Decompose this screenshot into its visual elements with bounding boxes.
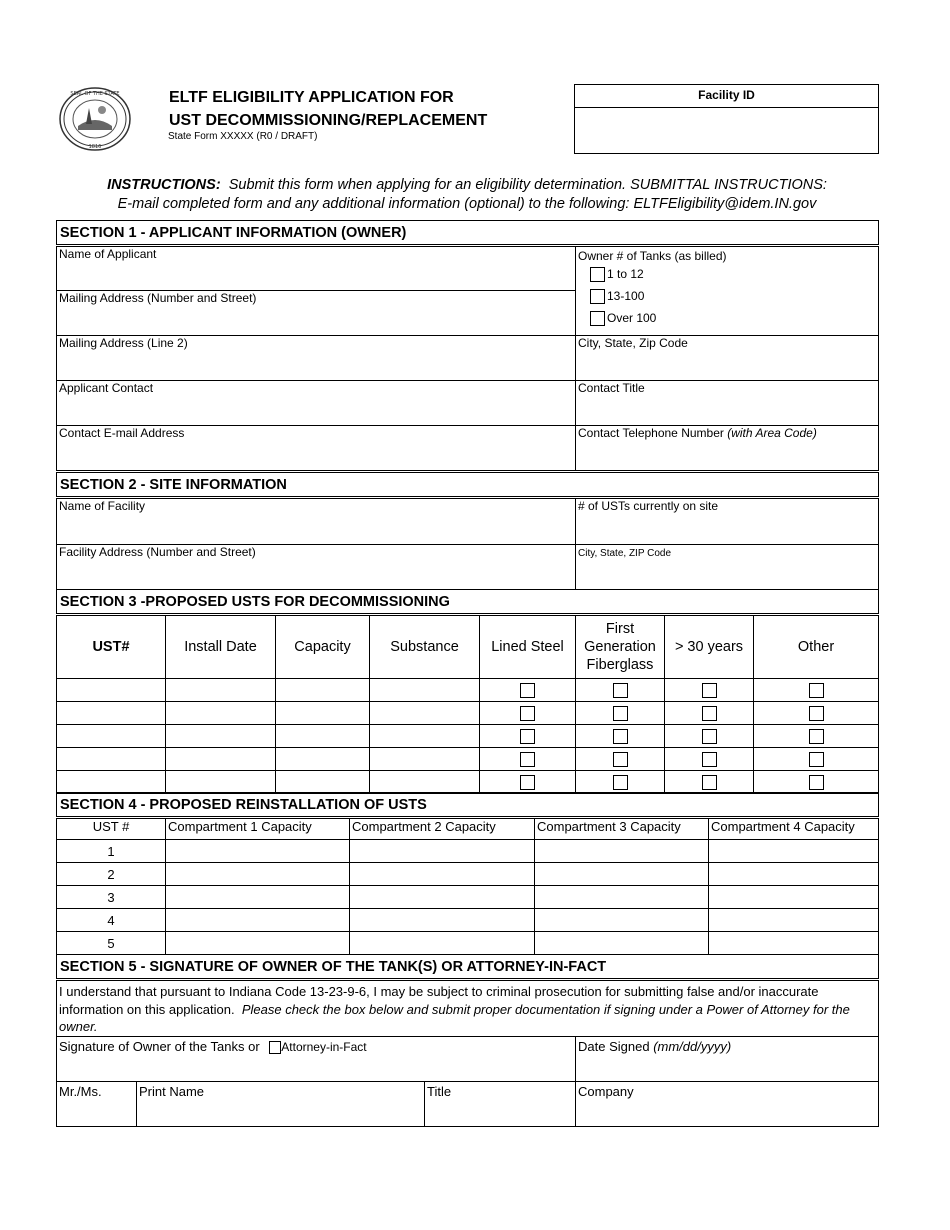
install-date-cell[interactable]	[166, 748, 276, 771]
compartment-cell[interactable]	[166, 886, 350, 909]
install-date-cell[interactable]	[166, 702, 276, 725]
col4-compartment4: Compartment 4 Capacity	[709, 818, 879, 840]
section5-table	[56, 954, 879, 1127]
col4-ust: UST #	[57, 818, 166, 840]
row4-ust-number: 4	[57, 909, 166, 932]
other-checkbox[interactable]	[809, 729, 824, 744]
col-capacity: Capacity	[276, 615, 370, 679]
col-over-30-years: > 30 years	[665, 615, 754, 679]
form-title	[169, 86, 487, 132]
compartment-cell[interactable]	[350, 840, 535, 863]
col4-compartment2: Compartment 2 Capacity	[350, 818, 535, 840]
substance-cell[interactable]	[370, 771, 480, 794]
mailing-address2-label: Mailing Address (Line 2)	[59, 336, 188, 350]
print-name-label: Print Name	[139, 1084, 205, 1099]
title-line2: UST DECOMMISSIONING/REPLACEMENT	[169, 112, 488, 129]
compartment-cell[interactable]	[166, 863, 350, 886]
compartment-cell[interactable]	[350, 863, 535, 886]
contact-title-label: Contact Title	[578, 381, 645, 395]
section4-table	[56, 792, 879, 955]
compartment-cell[interactable]	[709, 863, 879, 886]
contact-phone-field[interactable]	[576, 426, 879, 471]
company-field[interactable]	[576, 1082, 879, 1127]
col-ust: UST#	[57, 615, 166, 679]
capacity-cell[interactable]	[276, 771, 370, 794]
col4-compartment3: Compartment 3 Capacity	[535, 818, 709, 840]
compartment-cell[interactable]	[535, 863, 709, 886]
lined-steel-checkbox[interactable]	[520, 729, 535, 744]
statement-text: I understand that pursuant to Indiana Code 13-23-9-6, I may be subject to criminal prosecution for submitting false and/or inaccurate information on this application.	[59, 984, 819, 1017]
substance-cell[interactable]	[370, 702, 480, 725]
facility-id-field[interactable]	[575, 108, 878, 153]
date-signed-field[interactable]	[576, 1037, 879, 1082]
date-signed-label: Date Signed	[578, 1039, 650, 1054]
fiberglass-checkbox[interactable]	[613, 729, 628, 744]
svg-text:1816: 1816	[88, 144, 102, 150]
ust-count-field[interactable]	[576, 498, 879, 545]
over-30-checkbox[interactable]	[702, 729, 717, 744]
section5-statement	[57, 980, 879, 1037]
form-number: State Form XXXXX (R0 / DRAFT)	[168, 131, 318, 142]
other-checkbox[interactable]	[809, 706, 824, 721]
facility-city-label: City, State, ZIP Code	[578, 548, 672, 559]
install-date-cell[interactable]	[166, 679, 276, 702]
over-30-checkbox[interactable]	[702, 683, 717, 698]
compartment-cell[interactable]	[166, 932, 350, 955]
contact-phone-note: (with Area Code)	[727, 426, 817, 440]
signature-label: Signature of Owner of the Tanks or	[59, 1039, 260, 1054]
lined-steel-checkbox[interactable]	[520, 775, 535, 790]
section3-table	[56, 589, 879, 794]
tanks-1-to-12-checkbox[interactable]	[590, 267, 605, 282]
compartment-cell[interactable]	[709, 932, 879, 955]
compartment-cell[interactable]	[709, 909, 879, 932]
contact-email-label: Contact E-mail Address	[59, 426, 185, 440]
contact-title-field[interactable]	[576, 381, 879, 426]
owner-tanks-label: Owner # of Tanks (as billed)	[578, 249, 727, 263]
ust-cell[interactable]	[57, 771, 166, 794]
other-checkbox[interactable]	[809, 775, 824, 790]
section2-title: SECTION 2 - SITE INFORMATION	[57, 473, 879, 498]
contact-email-field[interactable]	[57, 426, 576, 471]
fiberglass-checkbox[interactable]	[613, 683, 628, 698]
other-checkbox[interactable]	[809, 752, 824, 767]
title-field[interactable]	[425, 1082, 576, 1127]
col-lined-steel: Lined Steel	[480, 615, 576, 679]
mailing-address-field[interactable]	[57, 291, 576, 336]
compartment-cell[interactable]	[350, 932, 535, 955]
capacity-cell[interactable]	[276, 702, 370, 725]
section2-table	[56, 472, 879, 590]
section4-title: SECTION 4 - PROPOSED REINSTALLATION OF USTS	[57, 793, 879, 818]
capacity-cell[interactable]	[276, 725, 370, 748]
facility-address-label: Facility Address (Number and Street)	[59, 545, 256, 559]
col-substance: Substance	[370, 615, 480, 679]
compartment-cell[interactable]	[535, 886, 709, 909]
tanks-option-2: 13-100	[607, 289, 645, 303]
section5-title: SECTION 5 - SIGNATURE OF OWNER OF THE TANK(S) OR ATTORNEY-IN-FACT	[57, 955, 879, 980]
tanks-option-3: Over 100	[607, 311, 657, 325]
section3-rows	[57, 679, 879, 794]
mailing-address-label: Mailing Address (Number and Street)	[59, 291, 257, 305]
name-of-applicant-label: Name of Applicant	[59, 247, 157, 261]
over-30-checkbox[interactable]	[702, 706, 717, 721]
mailing-address2-field[interactable]	[57, 336, 576, 381]
instructions	[57, 176, 877, 214]
compartment-cell[interactable]	[166, 909, 350, 932]
applicant-contact-label: Applicant Contact	[59, 381, 154, 395]
salutation-label: Mr./Ms.	[59, 1084, 102, 1099]
ust-cell[interactable]	[57, 702, 166, 725]
instructions-text2: E-mail completed form and any additional information (optional) to the following: ELTFEligibility@idem.IN.gov	[117, 196, 817, 212]
title-line1: ELTF ELIGIBILITY APPLICATION FOR	[169, 89, 454, 106]
company-label: Company	[578, 1084, 634, 1099]
over-30-checkbox[interactable]	[702, 775, 717, 790]
lined-steel-checkbox[interactable]	[520, 752, 535, 767]
lined-steel-checkbox[interactable]	[520, 706, 535, 721]
attorney-in-fact-checkbox[interactable]	[269, 1041, 281, 1054]
compartment-cell[interactable]	[535, 909, 709, 932]
facility-name-field[interactable]	[57, 498, 576, 545]
title-label: Title	[427, 1084, 452, 1099]
install-date-cell[interactable]	[166, 725, 276, 748]
facility-city-field[interactable]	[576, 545, 879, 590]
capacity-cell[interactable]	[276, 748, 370, 771]
name-of-applicant-field[interactable]	[57, 246, 576, 291]
section1-table	[56, 220, 879, 471]
ust-cell[interactable]	[57, 679, 166, 702]
attorney-label: Attorney-in-Fact	[281, 1040, 367, 1054]
compartment-cell[interactable]	[709, 886, 879, 909]
applicant-contact-field[interactable]	[57, 381, 576, 426]
instructions-lead: INSTRUCTIONS:	[107, 177, 221, 193]
over-30-checkbox[interactable]	[702, 752, 717, 767]
facility-name-label: Name of Facility	[59, 499, 146, 513]
ust-cell[interactable]	[57, 725, 166, 748]
fiberglass-checkbox[interactable]	[613, 775, 628, 790]
print-name-field[interactable]	[137, 1082, 425, 1127]
ust-count-label: # of USTs currently on site	[578, 499, 719, 513]
compartment-cell[interactable]	[166, 840, 350, 863]
row4-ust-number: 5	[57, 932, 166, 955]
row4-ust-number: 2	[57, 863, 166, 886]
col4-compartment1: Compartment 1 Capacity	[166, 818, 350, 840]
compartment-cell[interactable]	[535, 932, 709, 955]
compartment-cell[interactable]	[535, 840, 709, 863]
tanks-option-1: 1 to 12	[607, 267, 644, 281]
facility-id-label: Facility ID	[575, 85, 878, 108]
instructions-text1: Submit this form when applying for an eligibility determination. SUBMITTAL INSTRUCTIONS:	[228, 177, 827, 193]
facility-id-box	[574, 84, 879, 154]
facility-address-field[interactable]	[57, 545, 576, 590]
install-date-cell[interactable]	[166, 771, 276, 794]
substance-cell[interactable]	[370, 725, 480, 748]
signature-field[interactable]	[57, 1037, 576, 1082]
owner-tanks-cell	[576, 246, 879, 336]
substance-cell[interactable]	[370, 679, 480, 702]
substance-cell[interactable]	[370, 748, 480, 771]
svg-text:SEAL OF THE STATE: SEAL OF THE STATE	[70, 91, 120, 97]
capacity-cell[interactable]	[276, 679, 370, 702]
col-other: Other	[754, 615, 879, 679]
state-seal-icon	[58, 86, 132, 152]
compartment-cell[interactable]	[350, 886, 535, 909]
tanks-13-100-checkbox[interactable]	[590, 289, 605, 304]
section1-title: SECTION 1 - APPLICANT INFORMATION (OWNER)	[57, 221, 879, 246]
statement-italic: Please check the box below and submit proper documentation if signing under a Power of Attorney for the owner.	[59, 1001, 850, 1034]
contact-phone-label: Contact Telephone Number	[578, 426, 724, 440]
date-format: (mm/dd/yyyy)	[653, 1039, 732, 1054]
salutation-field[interactable]	[57, 1082, 137, 1127]
lined-steel-checkbox[interactable]	[520, 683, 535, 698]
row4-ust-number: 1	[57, 840, 166, 863]
row4-ust-number: 3	[57, 886, 166, 909]
ust-cell[interactable]	[57, 748, 166, 771]
section3-title: SECTION 3 -PROPOSED USTS FOR DECOMMISSIONING	[57, 590, 879, 615]
col-install-date: Install Date	[166, 615, 276, 679]
fiberglass-checkbox[interactable]	[613, 752, 628, 767]
tanks-over-100-checkbox[interactable]	[590, 311, 605, 326]
city-state-zip-field[interactable]	[576, 336, 879, 381]
fiberglass-checkbox[interactable]	[613, 706, 628, 721]
other-checkbox[interactable]	[809, 683, 824, 698]
compartment-cell[interactable]	[709, 840, 879, 863]
col-first-gen-fiberglass: First Generation Fiberglass	[576, 615, 665, 679]
compartment-cell[interactable]	[350, 909, 535, 932]
city-state-zip-label: City, State, Zip Code	[578, 336, 688, 350]
